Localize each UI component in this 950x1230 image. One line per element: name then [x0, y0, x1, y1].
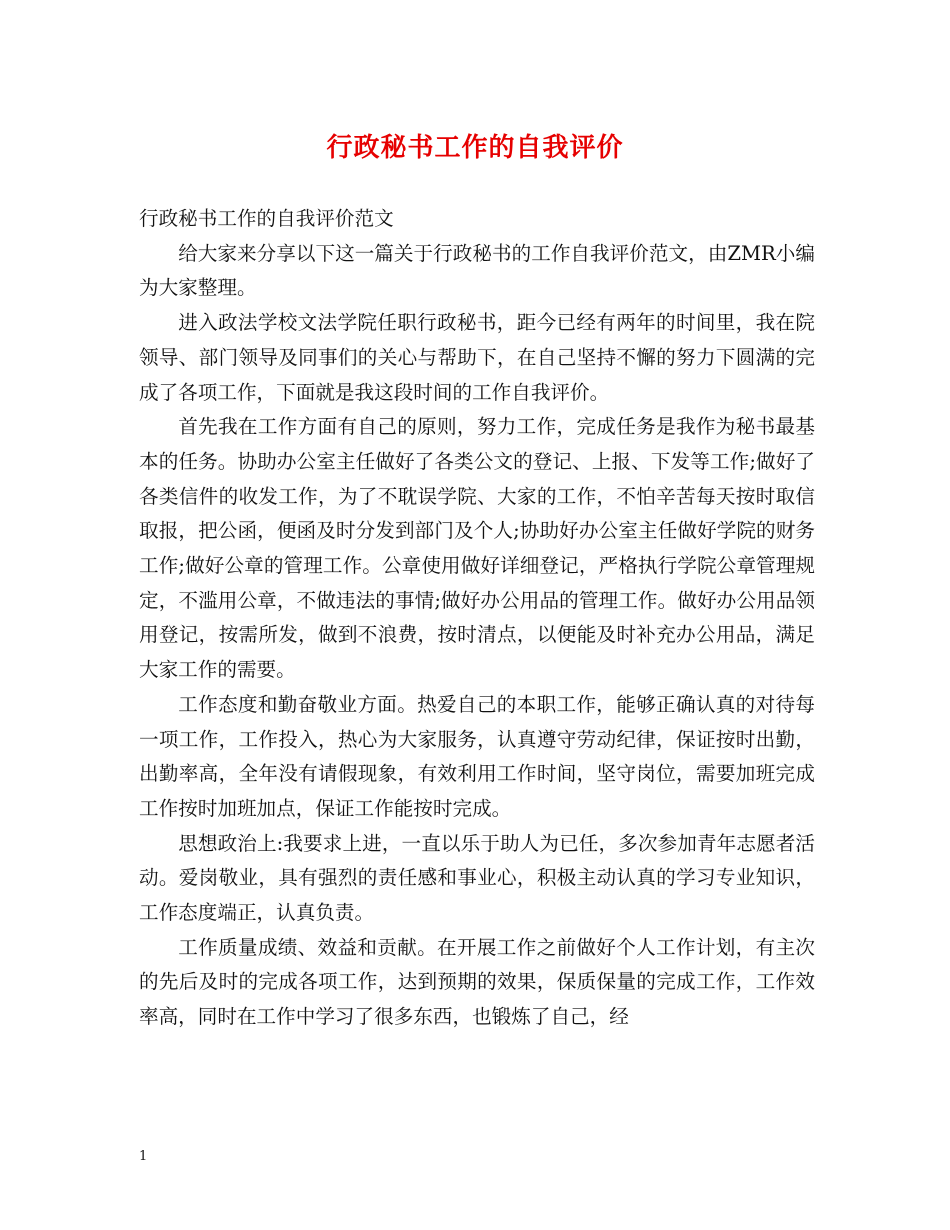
page-number: 1: [139, 1149, 148, 1164]
document-title: 行政秘书工作的自我评价: [326, 133, 624, 163]
paragraph-2: 进入政法学校文法学院任职行政秘书，距今已经有两年的时间里，我在院领导、部门领导及同事们的关心与帮助下，在自己坚持不懈的努力下圆满的完成了各项工作，下面就是我这段时间的工作自我评价。: [139, 311, 815, 404]
paragraph-5: 思想政治上:我要求上进，一直以乐于助人为已任，多次参加青年志愿者活动。爱岗敬业，具有强烈的责任感和事业心，积极主动认真的学习专业知识，工作态度端正，认真负责。: [139, 831, 815, 925]
paragraph-3: 首先我在工作方面有自己的原则，努力工作，完成任务是我作为秘书最基本的任务。协助办公室主任做好了各类公文的登记、上报、下发等工作;做好了各类信件的收发工作，为了不耽误学院、大家的工作，不怕辛苦每天按时取信取报，把公函，便函及时分发到部门及个人;协助好办公室主任做好学院的财务工作;做好公章的管理工作。公章使用做好详细登记，严格执行学院公章管理规定，不滥用公章，不做违法的事情;做好办公用品的管理工作。做好办公用品领用登记，按需所发，做到不浪费，按时清点，以便能及时补充办公用品，满足大家工作的需要。: [139, 415, 815, 682]
paragraph-1: 给大家来分享以下这一篇关于行政秘书的工作自我评价范文，由ZMR小编为大家整理。: [139, 241, 815, 300]
paragraph-4: 工作态度和勤奋敬业方面。热爱自己的本职工作，能够正确认真的对待每一项工作，工作投入，热心为大家服务，认真遵守劳动纪律，保证按时出勤，出勤率高，全年没有请假现象，有效利用工作时间，坚守岗位，需要加班完成工作按时加班加点，保证工作能按时完成。: [139, 692, 815, 820]
paragraph-6: 工作质量成绩、效益和贡献。在开展工作之前做好个人工作计划，有主次的先后及时的完成各项工作，达到预期的效果，保质保量的完成工作，工作效率高，同时在工作中学习了很多东西，也锻炼了自己，经: [139, 935, 815, 1029]
document-subtitle: 行政秘书工作的自我评价范文: [139, 207, 394, 230]
document-body: [139, 202, 815, 1035]
